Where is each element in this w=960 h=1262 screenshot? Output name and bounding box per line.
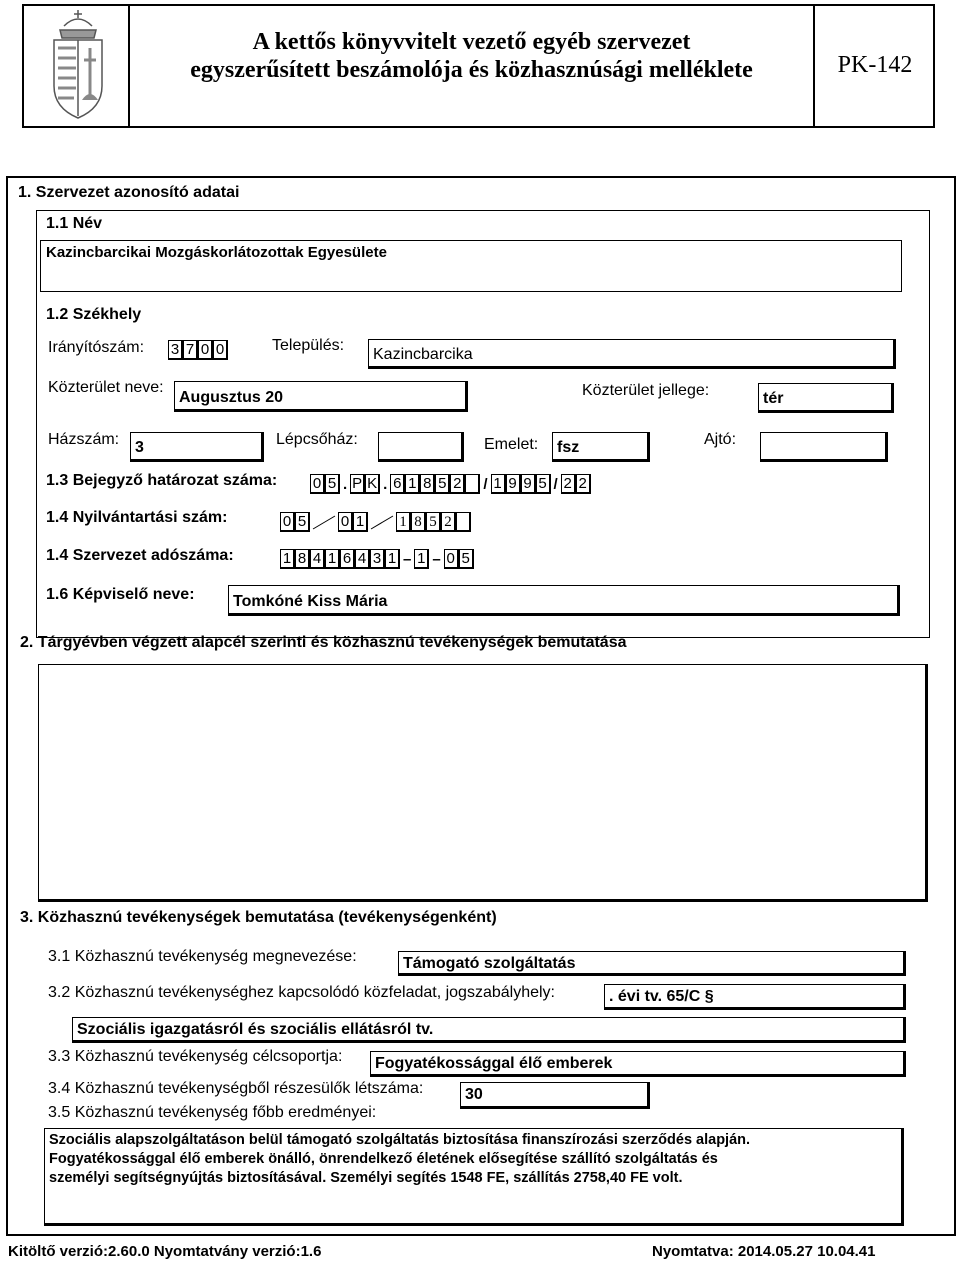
slash-separator-icon [368,512,396,532]
section1-title: 1. Szervezet azonosító adatai [18,184,240,201]
target-group-field[interactable] [370,1051,906,1077]
rep-label: 1.6 Képviselő neve: [46,586,195,603]
activity-name-value: Támogató szolgáltatás [403,955,576,972]
registry-digits[interactable] [280,512,471,532]
name-value: Kazincbarcikai Mozgáskorlátozottak Egyesülete [46,244,387,261]
digit-cell[interactable]: 5 [426,512,441,532]
digit-cell[interactable]: 1 [353,512,368,532]
reg-decision-label: 1.3 Bejegyző határozat száma: [46,472,278,489]
name-label: 1.1 Név [46,215,103,232]
section2-field[interactable] [38,664,928,902]
public-task-field[interactable] [604,984,906,1010]
digit-cell[interactable]: 1 [414,549,429,569]
participants-label: 3.4 Közhasznú tevékenységből részesülők létszáma: [48,1080,424,1097]
form-title [130,28,813,84]
public-task-label: 3.2 Közhasznú tevékenységhez kapcsolódó közfeladat, jogszabályhely: [48,984,555,1001]
form-title-line2: egyszerűsített beszámolója és közhasznúsági melléklete [190,57,753,83]
reg-decision-digits[interactable] [310,474,591,494]
slash-separator-icon [310,512,338,532]
digit-cell[interactable]: 6 [390,474,405,494]
form-code: PK-142 [837,52,913,78]
floor-field[interactable] [552,432,650,462]
section2-title: 2. Tárgyévben végzett alapcél szerinti és közhasznú tevékenységek bemutatása [20,634,627,651]
door-label: Ajtó: [704,431,737,448]
public-task-field2[interactable] [72,1017,906,1043]
stair-field[interactable] [378,432,464,462]
public-task-value: . évi tv. 65/C § [609,988,714,1005]
digit-cell[interactable]: 3 [370,549,385,569]
seat-label: 1.2 Székhely [46,306,142,323]
door-field[interactable] [760,432,888,462]
house-value: 3 [135,439,144,456]
digit-cell[interactable]: 5 [536,474,551,494]
house-label: Házszám: [48,431,120,448]
zip-digits[interactable] [168,340,228,360]
street-type-field[interactable] [758,383,894,413]
digit-cell[interactable]: 1 [280,549,295,569]
target-group-value: Fogyatékossággal élő emberek [375,1055,613,1072]
street-type-label: Közterület jellege: [582,382,710,399]
participants-value: 30 [465,1086,483,1103]
form-title-line1: A kettős könyvvitelt vezető egyéb szervezet [252,29,691,55]
floor-value: fsz [557,439,580,456]
digit-cell[interactable]: 8 [420,474,435,494]
separator: / [483,475,488,493]
target-group-label: 3.3 Közhasznú tevékenység célcsoportja: [48,1048,343,1065]
digit-cell[interactable]: 1 [491,474,506,494]
footer-printed: Nyomtatva: 2014.05.27 10.04.41 [652,1243,876,1260]
street-field[interactable] [174,381,468,412]
digit-cell[interactable]: 8 [295,549,310,569]
digit-cell[interactable]: 9 [521,474,536,494]
section3-title: 3. Közhasznú tevékenységek bemutatása (tevékenységenként) [20,909,497,926]
street-label: Közterület neve: [48,379,164,396]
participants-field[interactable] [460,1082,650,1109]
digit-cell[interactable]: 0 [338,512,353,532]
digit-cell[interactable]: 7 [183,340,198,360]
digit-cell[interactable]: 0 [213,340,228,360]
tax-digits[interactable] [280,549,474,569]
digit-cell[interactable]: 0 [444,549,459,569]
digit-cell[interactable]: 2 [561,474,576,494]
activity-name-field[interactable] [398,951,906,976]
digit-cell[interactable]: 5 [459,549,474,569]
digit-cell[interactable]: 2 [441,512,456,532]
digit-cell[interactable]: 5 [295,512,310,532]
digit-cell[interactable]: 4 [355,549,370,569]
digit-cell[interactable]: 1 [396,512,411,532]
activity-name-label: 3.1 Közhasznú tevékenység megnevezése: [48,948,357,965]
separator: . [343,475,348,493]
digit-cell[interactable]: 0 [310,474,325,494]
digit-cell[interactable]: P [350,474,365,494]
zip-label: Irányítószám: [48,339,145,356]
digit-cell[interactable]: 0 [198,340,213,360]
digit-cell[interactable]: 9 [506,474,521,494]
results-line3: személyi segítségnyújtás biztosításával. Személyi segítés 1548 FE, szállítás 2758,40 FE volt. [49,1170,683,1186]
separator: – [432,550,441,568]
tax-label: 1.4 Szervezet adószáma: [46,547,234,564]
public-task-value2: Szociális igazgatásról és szociális ellátásról tv. [77,1021,434,1038]
separator: – [403,550,412,568]
city-value: Kazincbarcika [373,346,473,363]
city-label: Település: [272,337,345,354]
separator: . [383,475,388,493]
street-type-value: tér [763,390,784,407]
coat-of-arms-icon [44,8,112,123]
rep-field[interactable] [228,585,900,616]
digit-cell[interactable]: 3 [168,340,183,360]
rep-value: Tomkóné Kiss Mária [233,593,388,610]
results-label: 3.5 Közhasznú tevékenység főbb eredményei: [48,1104,377,1121]
footer-version: Kitöltő verzió:2.60.0 Nyomtatvány verzió:1.6 [8,1243,322,1260]
digit-cell[interactable]: 1 [385,549,400,569]
digit-cell[interactable] [465,474,480,494]
digit-cell[interactable]: 2 [576,474,591,494]
results-line1: Szociális alapszolgáltatáson belül támogató szolgáltatás biztosítása finanszírozási szerződés alapján. [49,1132,751,1148]
digit-cell[interactable]: 1 [325,549,340,569]
digit-cell[interactable]: 4 [310,549,325,569]
results-field[interactable] [44,1128,904,1226]
digit-cell[interactable]: 1 [405,474,420,494]
digit-cell[interactable]: 8 [411,512,426,532]
floor-label: Emelet: [484,436,539,453]
separator: / [553,475,558,493]
digit-cell[interactable]: 5 [435,474,450,494]
street-value: Augusztus 20 [179,389,284,406]
digit-cell[interactable]: 6 [340,549,355,569]
registry-label: 1.4 Nyilvántartási szám: [46,509,228,526]
house-field[interactable] [130,432,264,462]
stair-label: Lépcsőház: [276,431,358,448]
digit-cell[interactable] [456,512,471,532]
city-field[interactable] [368,339,896,369]
digit-cell[interactable]: K [365,474,380,494]
digit-cell[interactable]: 2 [450,474,465,494]
name-field[interactable] [40,240,902,292]
digit-cell[interactable]: 5 [325,474,340,494]
digit-cell[interactable]: 0 [280,512,295,532]
results-line2: Fogyatékossággal élő emberek önálló, önrendelkező életének elősegítése szállító szolgáltatás és [49,1151,718,1167]
